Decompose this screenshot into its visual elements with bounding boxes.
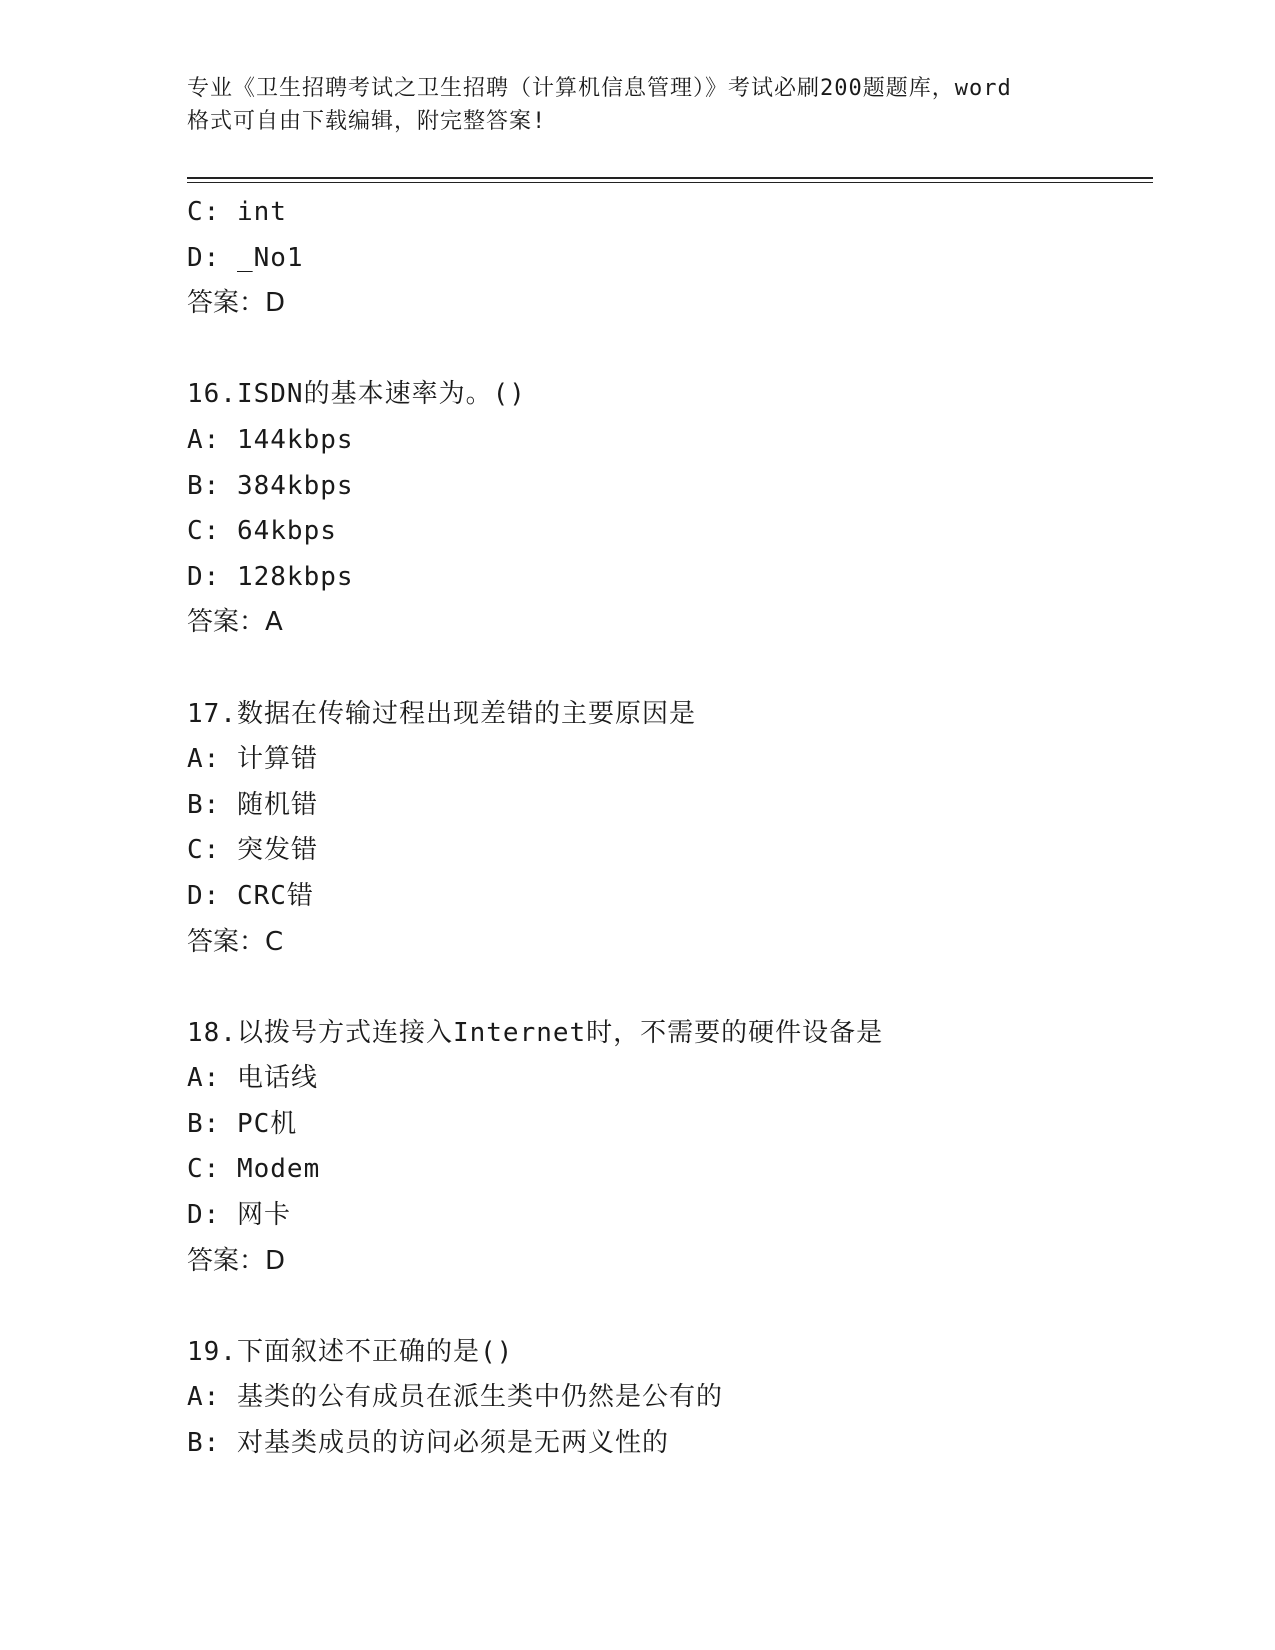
spacer xyxy=(187,646,1147,692)
option-d: D: 网卡 xyxy=(187,1200,291,1231)
question-title: 16.ISDN的基本速率为。() xyxy=(187,379,526,410)
option-c: C: int xyxy=(187,197,287,227)
option-d: D: CRC错 xyxy=(187,880,314,911)
option-a: A: 电话线 xyxy=(187,1063,318,1094)
header-line-1: 专业《卫生招聘考试之卫生招聘（计算机信息管理）》考试必刷200题题库，word xyxy=(187,76,1012,101)
answer-line: 答案：D xyxy=(187,288,286,319)
question-title: 17.数据在传输过程出现差错的主要原因是 xyxy=(187,698,696,729)
option-d: D: _No1 xyxy=(187,242,304,273)
option-b: B: PC机 xyxy=(187,1108,298,1139)
option-b: B: 随机错 xyxy=(187,789,318,820)
question-title: 18.以拨号方式连接入Internet时，不需要的硬件设备是 xyxy=(187,1017,884,1048)
header-line-2: 格式可自由下载编辑，附完整答案! xyxy=(187,109,547,134)
option-c: C: 突发错 xyxy=(187,835,318,866)
option-a: A: 基类的公有成员在派生类中仍然是公有的 xyxy=(187,1382,723,1413)
option-d: D: 128kbps xyxy=(187,561,354,592)
option-c: C: Modem xyxy=(187,1154,321,1185)
spacer xyxy=(187,965,1147,1011)
option-a: A: 144kbps xyxy=(187,424,354,455)
option-c: C: 64kbps xyxy=(187,516,337,547)
answer-line: 答案：A xyxy=(187,607,283,638)
header-rule-thin xyxy=(187,182,1153,183)
answer-line: 答案：C xyxy=(187,926,284,957)
header-rule-thick xyxy=(187,177,1153,179)
spacer xyxy=(187,327,1147,373)
option-b: B: 对基类成员的访问必须是无两义性的 xyxy=(187,1428,669,1459)
question-title: 19.下面叙述不正确的是() xyxy=(187,1336,514,1367)
option-b: B: 384kbps xyxy=(187,470,354,501)
option-a: A: 计算错 xyxy=(187,744,318,775)
document-header xyxy=(187,72,1087,138)
spacer xyxy=(187,1284,1147,1330)
answer-line: 答案：D xyxy=(187,1245,286,1276)
question-list xyxy=(187,190,1147,1467)
